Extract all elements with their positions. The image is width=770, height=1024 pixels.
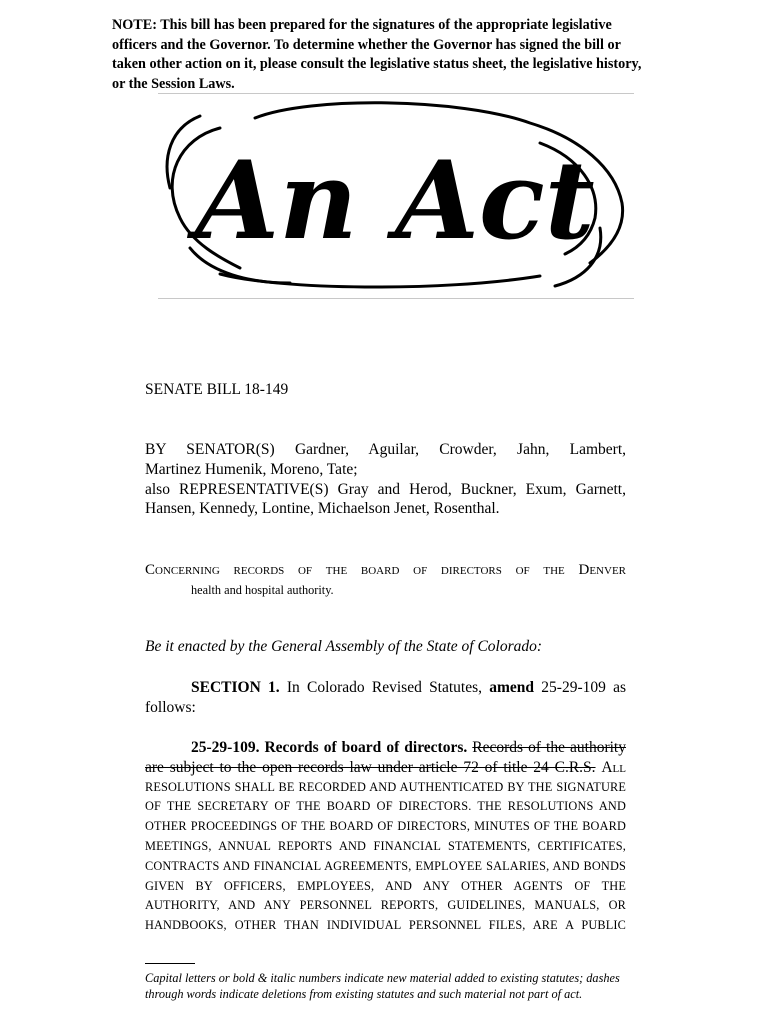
- bill-title: [145, 560, 626, 600]
- section-1-line-2: follows:: [145, 699, 196, 716]
- statute-text: [145, 738, 626, 936]
- senate-sponsors-line-2: Martinez Humenik, Moreno, Tate;: [145, 460, 358, 478]
- statute-row: GIVEN BY OFFICERS, EMPLOYEES, AND ANY OTHER AGENTS OF THE: [145, 878, 626, 893]
- senate-sponsors-line-1: BY SENATOR(S) Gardner, Aguilar, Crowder, Jahn, Lambert,: [145, 441, 626, 458]
- bill-number: SENATE BILL 18-149: [145, 381, 289, 398]
- bill-title-line-2: health and hospital authority.: [191, 583, 334, 597]
- statute-row: AUTHORITY, AND ANY PERSONNEL REPORTS, GUIDELINES, MANUALS, OR: [145, 898, 626, 913]
- new-text-1: All: [601, 758, 626, 776]
- section-1-line-1: [145, 678, 626, 698]
- bill-title-line-1: Concerning records of the board of directors of the Denver: [145, 562, 626, 578]
- footnote-divider: [145, 963, 195, 964]
- deleted-text-2: are subject to the open records law under article 72 of title 24 C.R.S.: [145, 758, 596, 776]
- house-sponsors-line-2: Hansen, Kennedy, Lontine, Michaelson Jenet, Rosenthal.: [145, 500, 500, 518]
- statute-line-2: [145, 758, 626, 778]
- section-1-citation: 25-29-109 as: [541, 679, 627, 696]
- statute-line-1: [145, 738, 626, 758]
- section-1-amend: amend: [489, 679, 535, 696]
- an-act-logo: [160, 98, 630, 296]
- statute-heading: 25-29-109. Records of board of directors.: [191, 739, 468, 756]
- deleted-text-1: Records of the authority: [472, 739, 626, 756]
- statute-row: RESOLUTIONS SHALL BE RECORDED AND AUTHENTICATED BY THE SIGNATURE: [145, 779, 626, 794]
- section-1-heading: SECTION 1.: [191, 679, 280, 696]
- section-1: [145, 678, 626, 718]
- statute-row: MEETINGS, ANNUAL REPORTS AND FINANCIAL STATEMENTS, CERTIFICATES,: [145, 838, 626, 853]
- house-sponsors-line-1: also REPRESENTATIVE(S) Gray and Herod, Buckner, Exum, Garnett,: [145, 480, 626, 498]
- statute-row: OTHER PROCEEDINGS OF THE BOARD OF DIRECTORS, MINUTES OF THE BOARD: [145, 819, 626, 834]
- sponsors: [145, 440, 626, 519]
- statute-row: HANDBOOKS, OTHER THAN INDIVIDUAL PERSONNEL FILES, ARE A PUBLIC: [145, 918, 626, 933]
- header-note: NOTE: This bill has been prepared for the signatures of the appropriate legislative officers and the Governor. To determine whether the Governor has signed the bill or taken other action on it, please consult the legislative status sheet, the legislative history, or the Session Laws.: [112, 17, 642, 92]
- statute-row: CONTRACTS AND FINANCIAL AGREEMENTS, EMPLOYEE SALARIES, AND BONDS: [145, 858, 626, 873]
- statute-row: OF THE SECRETARY OF THE BOARD OF DIRECTORS. THE RESOLUTIONS AND: [145, 799, 626, 814]
- enacting-clause: Be it enacted by the General Assembly of the State of Colorado:: [145, 638, 543, 655]
- top-divider: [158, 93, 634, 94]
- logo-bottom-divider: [158, 298, 634, 299]
- footnote: Capital letters or bold & italic numbers indicate new material added to existing statutes; dashes through words indicate deletions from existing statutes and such material not part of act.: [145, 971, 620, 1001]
- section-1-text: In Colorado Revised Statutes,: [286, 679, 483, 696]
- an-act-title: An Act: [195, 138, 595, 264]
